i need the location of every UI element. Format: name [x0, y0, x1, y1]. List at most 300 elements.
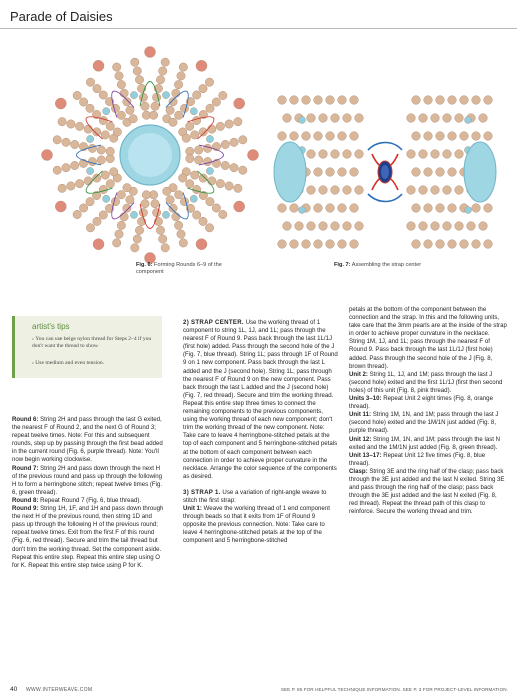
bead: [120, 89, 128, 97]
bead: [152, 208, 160, 216]
pearl-bead: [299, 207, 306, 214]
bead: [179, 239, 187, 247]
bead: [355, 186, 364, 195]
bead: [290, 132, 299, 141]
bead: [182, 134, 190, 142]
bead: [106, 147, 114, 155]
bead: [350, 132, 359, 141]
instruction-paragraph: [12, 465, 164, 497]
bead: [230, 164, 238, 172]
step-text: String 1L, 1J, and 1M; pass through the last J (second hole) exited and the first 1L/1J (first then second holes) of this unit (Fig. 8, pink thread).: [349, 370, 503, 394]
bead: [424, 204, 433, 213]
bead: [67, 182, 75, 190]
tip-chevron-icon: ›: [32, 336, 36, 342]
bead: [193, 91, 201, 99]
bead: [431, 186, 440, 195]
bead: [355, 150, 364, 159]
step-text: String 2H and pass down through the next H of the previous round and pass up through the following H to form a herringbone stitch; repeat twelve times (Fig. 6, green thread).: [12, 464, 163, 496]
bead: [53, 166, 61, 174]
bead: [115, 72, 123, 80]
bead: [195, 146, 203, 154]
bead: [86, 78, 94, 86]
bead: [338, 204, 347, 213]
bead: [126, 106, 134, 114]
bead: [484, 240, 493, 249]
bead: [212, 204, 220, 212]
bead: [326, 240, 335, 249]
bead: [192, 116, 200, 124]
bead: [179, 174, 187, 182]
bead: [448, 132, 457, 141]
bead: [206, 104, 214, 112]
bead: [295, 222, 304, 231]
pearl-bead: [465, 117, 472, 124]
bead: [151, 102, 159, 110]
page-header: [0, 0, 517, 36]
bead: [73, 210, 81, 218]
bead: [436, 204, 445, 213]
bead: [208, 125, 216, 133]
bead: [175, 191, 183, 199]
bead: [307, 222, 316, 231]
bead: [307, 150, 316, 159]
bead: [174, 221, 182, 229]
bead: [472, 132, 481, 141]
petal-tip-bead: [196, 239, 207, 250]
bead: [99, 211, 107, 219]
bead: [283, 222, 292, 231]
bead: [152, 93, 160, 101]
bead: [195, 156, 203, 164]
step-text: String 3E and the ring half of the clasp; pass back through the 3E just added and the last N exited. String 3E and pass through the ring half of the clasp; pass back through the 3E just added and the last N exited (Fig. 8, red thread). Repeat the thread path of this clasp to reinforce. Secure the working thread and trim.: [349, 467, 505, 516]
bead: [139, 93, 147, 101]
bead: [73, 91, 81, 99]
bead: [205, 78, 213, 86]
bead: [283, 114, 292, 123]
step-text: String 1M, 1N, and 1M; pass through the last N exited and the 1M/1N just added (Fig. 8, green thread).: [349, 435, 501, 451]
footer-note: SEE P. 85 FOR HELPFUL TECHNIQUE INFORMATION. SEE P. 3 FOR PROJECT-LEVEL INFORMATION.: [280, 687, 508, 692]
bead: [431, 114, 440, 123]
bead: [338, 132, 347, 141]
bead: [192, 185, 200, 193]
bead: [448, 240, 457, 249]
figure-7-caption: [334, 262, 444, 269]
step-lead: Round 8:: [12, 496, 39, 504]
bead: [163, 187, 171, 195]
bead: [161, 244, 169, 252]
bead: [166, 196, 174, 204]
bead: [199, 128, 207, 136]
bead: [436, 168, 445, 177]
instruction-paragraph: [183, 489, 339, 505]
bead: [436, 96, 445, 105]
bead: [448, 168, 457, 177]
bead: [338, 168, 347, 177]
bead: [431, 222, 440, 231]
bead: [419, 186, 428, 195]
bead: [159, 67, 167, 75]
bead: [436, 240, 445, 249]
strap-center-connector: [368, 143, 402, 202]
bead: [177, 72, 185, 80]
bead: [225, 182, 233, 190]
bead: [93, 128, 101, 136]
bead: [407, 186, 416, 195]
bead: [314, 204, 323, 213]
bead: [443, 222, 452, 231]
pearl-bead: [206, 135, 213, 142]
bead: [62, 164, 70, 172]
bead: [472, 240, 481, 249]
figure-7-caption-text: Assembling the strap center: [351, 262, 422, 268]
pearl-bead: [130, 92, 137, 99]
bead: [106, 122, 114, 130]
bead: [331, 150, 340, 159]
bead: [443, 186, 452, 195]
bead: [307, 186, 316, 195]
bead: [455, 114, 464, 123]
bead: [436, 132, 445, 141]
bead: [203, 157, 211, 165]
tip-text: You can use beige nylon thread for Steps 2–4 if you don't want the thread to show.: [32, 336, 152, 350]
bead: [355, 222, 364, 231]
instruction-paragraph: [349, 411, 507, 435]
bead: [412, 96, 421, 105]
left-component-pearl: [274, 142, 306, 202]
bead: [58, 118, 66, 126]
bead: [93, 84, 101, 92]
bead: [212, 98, 220, 106]
bead: [88, 157, 96, 165]
bead: [169, 98, 177, 106]
bead: [234, 184, 242, 192]
step-text: petals at the bottom of the component between the connection and the strap. In this and the following units, take care that the 3mm pearls are at the inside of the strap in order to achieve proper curvature in the necklace. String 1M, 1J, and 1L; pass through the nearest F of Round 9. Pass back through the last 1L/1J (first hole) added. Pass through the second hole of the J (Fig. 8, brown thread).: [349, 306, 507, 370]
bead: [225, 120, 233, 128]
bead: [115, 230, 123, 238]
bead: [186, 180, 194, 188]
pearl-bead: [103, 108, 110, 115]
bead: [123, 98, 131, 106]
bead: [419, 222, 428, 231]
bead: [319, 114, 328, 123]
bead: [448, 204, 457, 213]
bead: [67, 120, 75, 128]
bead: [79, 98, 87, 106]
bead: [111, 197, 119, 205]
petal-tip-bead: [196, 60, 207, 71]
pearl-bead: [87, 135, 94, 142]
instruction-paragraph: [349, 371, 507, 395]
bead: [419, 114, 428, 123]
step-lead: Round 9:: [12, 505, 39, 513]
bead: [169, 118, 177, 126]
bead: [79, 204, 87, 212]
bead: [131, 58, 139, 66]
bead: [455, 150, 464, 159]
petal-tip-bead: [248, 150, 259, 161]
bead: [101, 171, 109, 179]
bead: [53, 136, 61, 144]
bead: [71, 140, 79, 148]
right-component-pearl: [464, 142, 496, 202]
bead: [331, 222, 340, 231]
bead: [472, 96, 481, 105]
bead: [120, 213, 128, 221]
bead: [191, 131, 199, 139]
bead: [133, 235, 141, 243]
bead: [123, 184, 131, 192]
bead: [133, 67, 141, 75]
bead: [99, 185, 107, 193]
bead: [455, 186, 464, 195]
bead: [86, 104, 94, 112]
petal-tip-bead: [93, 239, 104, 250]
bead: [467, 222, 476, 231]
bead: [278, 240, 287, 249]
bead: [319, 150, 328, 159]
pearl-bead: [87, 167, 94, 174]
bead: [135, 226, 143, 234]
bead: [151, 200, 159, 208]
bead: [239, 166, 247, 174]
petal-tip-bead: [42, 150, 53, 161]
bead: [326, 96, 335, 105]
bead: [99, 91, 107, 99]
instruction-paragraph: [349, 452, 507, 468]
bead: [113, 128, 121, 136]
bead: [278, 204, 287, 213]
section-heading: 3) STRAP 1.: [183, 488, 221, 496]
bead: [314, 168, 323, 177]
bead: [424, 168, 433, 177]
page-number: 40: [10, 686, 18, 693]
bead: [216, 179, 224, 187]
bead: [84, 125, 92, 133]
bead: [221, 161, 229, 169]
bead: [407, 150, 416, 159]
bead: [126, 196, 134, 204]
step-text: String 1H, 1F, and 1H and pass down through the next H of the previous round, then string 1D and pass up through the following H of the previous round; repeat twelve times. Exit from the first F of this round (Fig. 6, red thread). Secure and trim the tail thread but don't trim the working thread. Set the component aside. Repeat this entire step. Repeat this entire step using O for K. Repeat this entire step twice using P for K.: [12, 505, 164, 569]
step-lead: Unit 2:: [349, 370, 368, 378]
step-text: Repeat Unit 2 eight times (Fig. 8, orange thread).: [349, 395, 493, 411]
bead: [156, 226, 164, 234]
bead: [71, 161, 79, 169]
bead: [343, 114, 352, 123]
bead: [460, 96, 469, 105]
instruction-paragraph: [349, 436, 507, 452]
petal-tip-bead: [145, 47, 156, 58]
instruction-paragraph: [183, 319, 339, 400]
bead: [221, 140, 229, 148]
step-lead: Unit 1:: [183, 505, 202, 513]
bead: [302, 132, 311, 141]
bead: [278, 96, 287, 105]
bead: [208, 177, 216, 185]
bead: [443, 150, 452, 159]
pearl-bead: [299, 117, 306, 124]
bead: [113, 63, 121, 71]
instruction-paragraph: [349, 468, 507, 517]
bead: [448, 96, 457, 105]
bead: [234, 118, 242, 126]
bead: [199, 84, 207, 92]
bead: [338, 96, 347, 105]
bead: [290, 240, 299, 249]
instruction-paragraph: [12, 497, 164, 505]
bead: [199, 217, 207, 225]
bead: [117, 80, 125, 88]
bead: [460, 240, 469, 249]
bead: [290, 204, 299, 213]
bead: [331, 114, 340, 123]
bead: [180, 197, 188, 205]
figure-6-illustration: [40, 45, 260, 265]
tip-item: [32, 336, 157, 350]
bead: [484, 132, 493, 141]
pearl-bead: [190, 108, 197, 115]
bead: [117, 191, 125, 199]
bead: [319, 222, 328, 231]
bead: [86, 198, 94, 206]
figure-7-illustration: [268, 80, 500, 260]
bead: [142, 191, 150, 199]
bead: [219, 91, 227, 99]
step-lead: Round 6:: [12, 416, 39, 423]
bead: [424, 132, 433, 141]
step-lead: Unit 12:: [349, 435, 372, 443]
pearl-bead: [103, 195, 110, 202]
column-3: [349, 306, 507, 516]
artists-tips-box: [12, 316, 162, 378]
bead: [172, 89, 180, 97]
bead: [97, 146, 105, 154]
figure-7-label: Fig. 7:: [334, 262, 351, 268]
section-heading: 2) STRAP CENTER.: [183, 319, 244, 326]
bead: [460, 132, 469, 141]
column-2: [183, 319, 339, 546]
bead: [205, 224, 213, 232]
bead: [314, 96, 323, 105]
bead: [331, 186, 340, 195]
step-text: Use a variation of right-angle weave to stitch the first strap:: [183, 488, 327, 504]
pearl-bead: [190, 195, 197, 202]
bead: [172, 213, 180, 221]
step-text: Repeat Round 7 (Fig. 6, blue thread).: [38, 496, 142, 504]
step-text: Weave the working thread of 1 end component through beads so that it exits from 1F of Round 9 opposite the previous connection. Note: Take care to leave 4 herringbone-stitched petals at the top of the component and 5 herringbone-stitched: [183, 505, 330, 545]
bead: [326, 132, 335, 141]
pearl-bead: [465, 207, 472, 214]
bead: [424, 240, 433, 249]
bead: [191, 171, 199, 179]
bead: [290, 96, 299, 105]
bead: [412, 240, 421, 249]
bead: [174, 80, 182, 88]
bead: [424, 96, 433, 105]
bead: [355, 114, 364, 123]
bead: [343, 186, 352, 195]
bead: [326, 168, 335, 177]
bead: [350, 96, 359, 105]
bead: [86, 224, 94, 232]
bead: [307, 114, 316, 123]
bead: [180, 104, 188, 112]
bead: [302, 240, 311, 249]
step-lead: Round 7:: [12, 464, 39, 472]
bead: [117, 111, 125, 119]
instruction-paragraph: [183, 505, 339, 545]
petal-tip-bead: [234, 201, 245, 212]
bead: [156, 76, 164, 84]
bead: [455, 222, 464, 231]
tips-accent-bar: [12, 316, 15, 378]
bead: [412, 132, 421, 141]
bead: [443, 114, 452, 123]
bead: [484, 204, 493, 213]
bead: [216, 122, 224, 130]
bead: [166, 106, 174, 114]
instruction-paragraph: [12, 505, 164, 570]
tips-heading: artist's tips: [32, 322, 70, 331]
bead: [314, 132, 323, 141]
footer-url-link[interactable]: WWW.INTERWEAVE.COM: [26, 687, 93, 693]
column-1: [12, 416, 164, 570]
bead: [350, 168, 359, 177]
header-divider: [0, 28, 517, 29]
bead: [93, 174, 101, 182]
bead: [407, 222, 416, 231]
bead: [412, 168, 421, 177]
instruction-paragraph: [12, 416, 164, 465]
bead: [139, 208, 147, 216]
step-text: String 1M, 1N, and 1M; pass through the last J (second hole) exited and the 1M/1N just added (Fig. 8, purple thread).: [349, 411, 499, 435]
bead: [117, 221, 125, 229]
bead: [219, 210, 227, 218]
bead: [131, 244, 139, 252]
figure-6-caption: [136, 262, 246, 276]
bead: [314, 240, 323, 249]
bead: [199, 174, 207, 182]
bead: [84, 177, 92, 185]
bead: [343, 150, 352, 159]
pearl-bead: [162, 211, 169, 218]
tip-chevron-icon: ›: [32, 360, 36, 366]
bead: [193, 211, 201, 219]
bead: [479, 114, 488, 123]
bead: [319, 186, 328, 195]
bead: [99, 116, 107, 124]
bead: [278, 132, 287, 141]
petal-tip-bead: [93, 60, 104, 71]
bead: [135, 76, 143, 84]
tip-text: Use medium and even tension.: [35, 360, 105, 366]
figure-6-caption-text: Forming Rounds 6–9 of the component: [136, 262, 222, 275]
bead: [75, 122, 83, 130]
center-pearl-highlight: [128, 133, 172, 177]
step-lead: Unit 13–17:: [349, 451, 382, 459]
bead: [186, 122, 194, 130]
bead: [58, 184, 66, 192]
bead: [106, 180, 114, 188]
pearl-bead: [130, 211, 137, 218]
bead: [350, 240, 359, 249]
bead: [111, 104, 119, 112]
bead: [412, 204, 421, 213]
petal-tip-bead: [234, 98, 245, 109]
bead: [177, 230, 185, 238]
bead: [88, 144, 96, 152]
step-lead: Units 3–10:: [349, 395, 382, 403]
bead: [338, 240, 347, 249]
